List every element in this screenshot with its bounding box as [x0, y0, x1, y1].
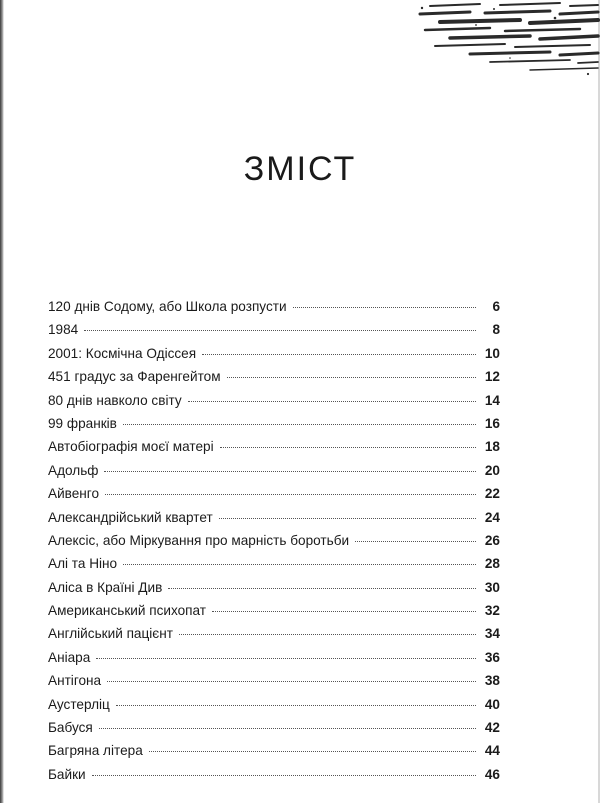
toc-entry-title: 99 франків: [48, 415, 117, 431]
toc-entry-page-number: 22: [484, 486, 500, 502]
toc-dot-leader: [123, 564, 476, 565]
toc-entry-page-number: 44: [484, 743, 500, 759]
page-title: ЗМІСТ: [243, 150, 357, 188]
toc-dot-leader: [168, 588, 476, 589]
toc-entry[interactable]: [48, 462, 500, 485]
toc-dot-leader: [293, 307, 476, 308]
toc-entry[interactable]: [48, 392, 500, 415]
toc-dot-leader: [105, 494, 476, 495]
toc-entry-page-number: 36: [484, 649, 500, 665]
toc-entry-title: 120 днів Содому, або Школа розпусти: [48, 299, 287, 314]
scan-edge-shadow: [0, 0, 4, 803]
toc-entry-page-number: 40: [484, 696, 500, 712]
toc-entry-title: 2001: Космічна Одіссея: [48, 345, 197, 361]
toc-dot-leader: [96, 658, 476, 659]
toc-entry-title: Айвенго: [48, 486, 100, 502]
toc-entry-page-number: 32: [484, 603, 500, 619]
toc-dot-leader: [99, 728, 476, 729]
toc-entry-title: Аліса в Країні Див: [48, 579, 163, 595]
toc-entry-title: 451 градус за Фаренгейтом: [48, 369, 221, 385]
toc-dot-leader: [116, 705, 476, 706]
toc-dot-leader: [104, 471, 476, 472]
toc-dot-leader: [220, 447, 476, 448]
toc-entry-title: 80 днів навколо світу: [48, 392, 182, 408]
toc-entry[interactable]: [48, 766, 500, 789]
toc-entry-page-number: 12: [484, 369, 500, 385]
toc-entry-title: Американський психопат: [48, 603, 207, 619]
toc-entry[interactable]: [48, 321, 500, 344]
toc-entry-page-number: 34: [484, 626, 500, 642]
toc-dot-leader: [179, 634, 476, 635]
toc-dot-leader: [188, 401, 476, 402]
toc-entry-title: 1984: [48, 322, 79, 338]
toc-entry[interactable]: [48, 649, 500, 672]
toc-entry-title: Бабуся: [48, 720, 93, 736]
toc-entry[interactable]: [48, 625, 500, 648]
toc-dot-leader: [123, 424, 476, 425]
toc-dot-leader: [92, 775, 476, 776]
toc-entry-title: Байки: [48, 766, 86, 782]
toc-entry[interactable]: [48, 532, 500, 555]
toc-entry-title: Алі та Ніно: [48, 556, 118, 572]
toc-entry[interactable]: [48, 602, 500, 625]
toc-entry-page-number: 26: [484, 532, 500, 548]
toc-entry-page-number: 30: [484, 579, 500, 595]
toc-entry-page-number: 42: [484, 720, 500, 736]
toc-entry-title: Багряна літера: [48, 743, 143, 759]
table-of-contents: [48, 298, 500, 789]
toc-entry[interactable]: [48, 742, 500, 765]
toc-dot-leader: [212, 611, 476, 612]
toc-entry-title: Алексіс, або Міркування про марність боротьби: [48, 532, 350, 548]
toc-entry-title: Аустерліц: [48, 696, 110, 712]
toc-entry[interactable]: [48, 579, 500, 602]
toc-entry-title: Адольф: [48, 462, 99, 478]
toc-entry[interactable]: [48, 485, 500, 508]
toc-entry[interactable]: [48, 415, 500, 438]
toc-entry[interactable]: [48, 719, 500, 742]
toc-entry-page-number: 46: [484, 766, 500, 782]
toc-entry[interactable]: [48, 368, 500, 391]
toc-entry-title: Автобіографія моєї матері: [48, 439, 214, 455]
toc-entry-page-number: 6: [492, 299, 500, 314]
toc-entry-page-number: 10: [484, 345, 500, 361]
toc-dot-leader: [355, 541, 476, 542]
toc-entry-page-number: 8: [492, 322, 500, 338]
toc-dot-leader: [219, 518, 476, 519]
toc-entry[interactable]: [48, 696, 500, 719]
toc-entry[interactable]: [48, 345, 500, 368]
toc-entry[interactable]: [48, 672, 500, 695]
toc-entry-page-number: 24: [484, 509, 500, 525]
toc-entry-title: Антігона: [48, 673, 102, 689]
toc-entry-title: Англійський пацієнт: [48, 626, 173, 642]
toc-dot-leader: [227, 377, 476, 378]
toc-entry[interactable]: [48, 555, 500, 578]
toc-entry-page-number: 16: [484, 415, 500, 431]
toc-entry-page-number: 38: [484, 673, 500, 689]
toc-dot-leader: [107, 681, 476, 682]
toc-dot-leader: [84, 330, 476, 331]
toc-entry-page-number: 18: [484, 439, 500, 455]
toc-entry[interactable]: [48, 298, 500, 321]
toc-entry[interactable]: [48, 438, 500, 461]
toc-entry-title: Аніара: [48, 649, 91, 665]
toc-entry[interactable]: [48, 509, 500, 532]
toc-entry-title: Александрійський квартет: [48, 509, 213, 525]
ink-brush-decoration: [410, 0, 600, 80]
toc-entry-page-number: 14: [484, 392, 500, 408]
toc-dot-leader: [202, 354, 476, 355]
toc-entry-page-number: 28: [484, 556, 500, 572]
toc-dot-leader: [149, 751, 476, 752]
toc-entry-page-number: 20: [484, 462, 500, 478]
